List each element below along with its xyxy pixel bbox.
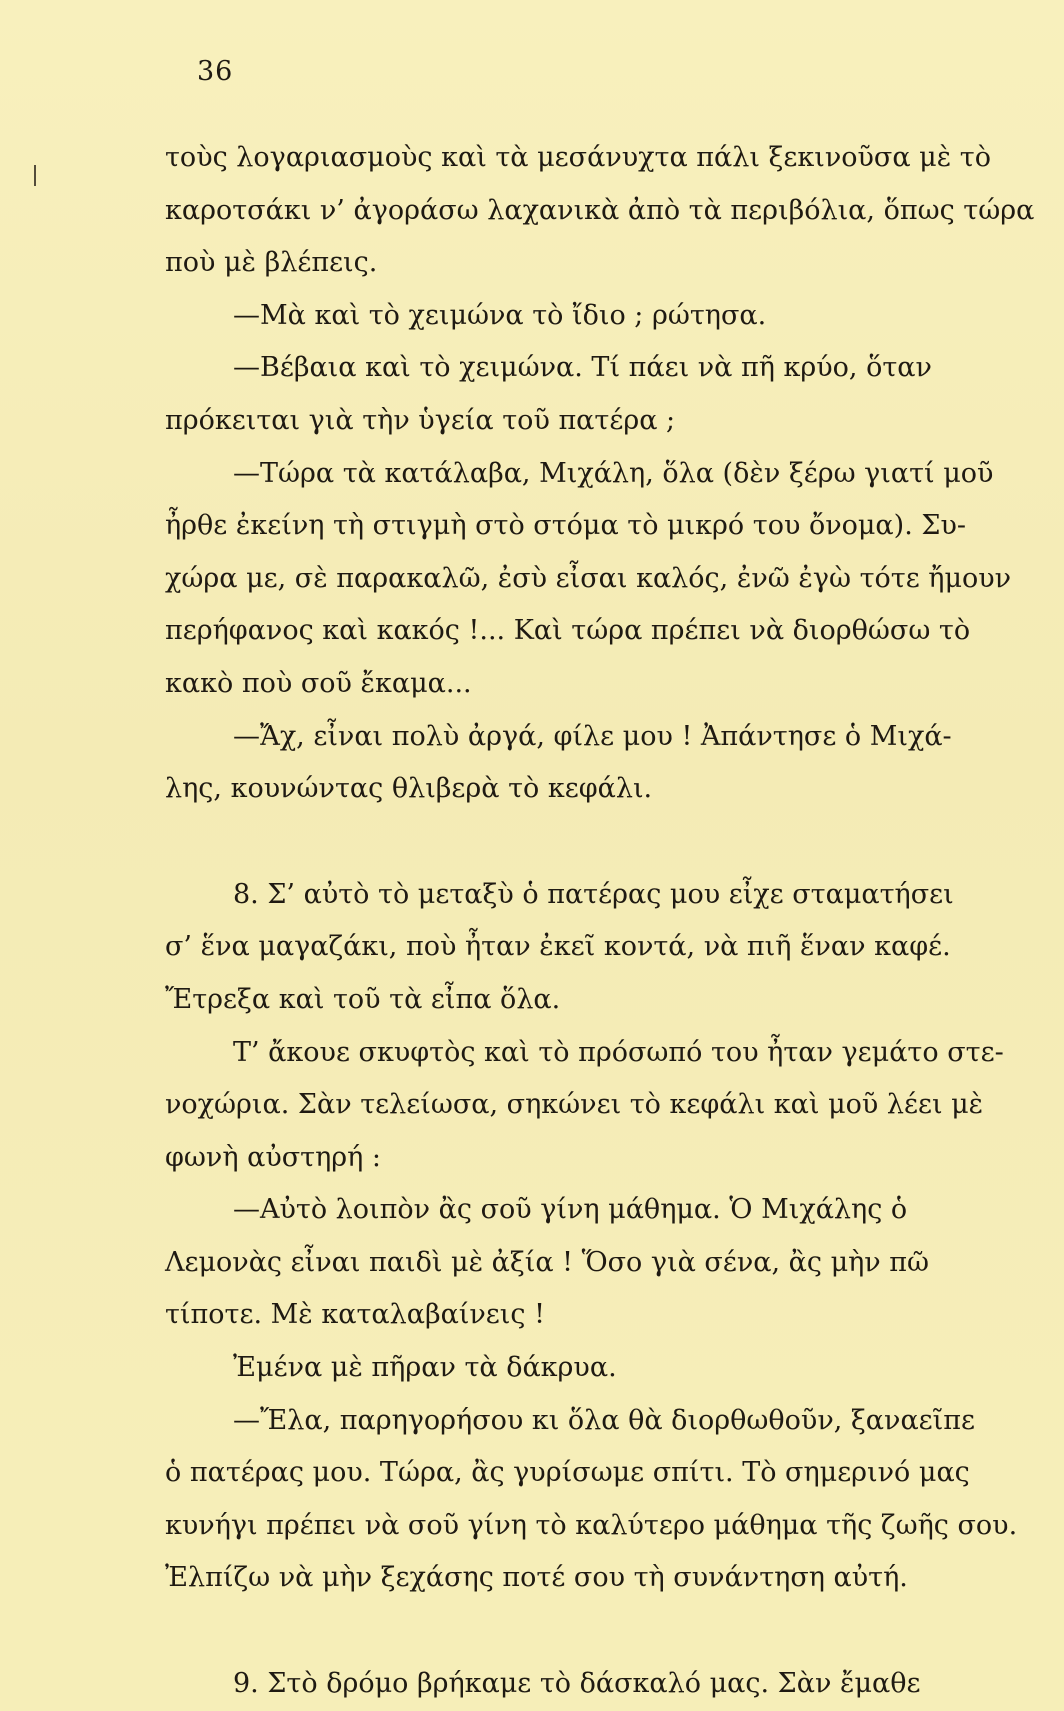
text-line: τοὺς λογαριασμοὺς καὶ τὰ μεσάνυχτα πάλι ξεκινοῦσα μὲ τὸ xyxy=(165,142,991,173)
text-line: Ἐμένα μὲ πῆραν τὰ δάκρυα. xyxy=(233,1352,617,1384)
text-line: χώρα με, σὲ παρακαλῶ, ἐσὺ εἶσαι καλός, ἐνῶ ἐγὼ τότε ἤμουν xyxy=(165,562,1012,594)
text-line: καροτσάκι ν’ ἀγοράσω λαχανικὰ ἀπὸ τὰ περιβόλια, ὅπως τώρα xyxy=(165,194,1035,226)
page-number: 36 xyxy=(197,56,234,87)
text-line: περήφανος καὶ κακός !... Καὶ τώρα πρέπει νὰ διορθώσω τὸ xyxy=(165,615,971,647)
text-line: πρόκειται γιὰ τὴν ὑγεία τοῦ πατέρα ; xyxy=(165,404,676,436)
text-line: Ἔτρεξα καὶ τοῦ τὰ εἶπα ὅλα. xyxy=(165,983,561,1015)
text-line: τίποτε. Μὲ καταλαβαίνεις ! xyxy=(165,1299,545,1331)
text-line: κακὸ ποὺ σοῦ ἔκαμα... xyxy=(165,667,472,699)
paragraph-gap xyxy=(165,816,1030,869)
text-line: —Μὰ καὶ τὸ χειμώνα τὸ ἴδιο ; ρώτησα. xyxy=(233,299,767,331)
text-line: κυνήγι πρέπει νὰ σοῦ γίνη τὸ καλύτερο μάθημα τῆς ζωῆς σου. xyxy=(165,1509,1018,1541)
text-line: —Ἔλα, παρηγορήσου κι ὅλα θὰ διορθωθοῦν, ξαναεῖπε xyxy=(233,1404,975,1436)
text-line: ὁ πατέρας μου. Τώρα, ἂς γυρίσωμε σπίτι. Τὸ σημερινό μας xyxy=(165,1457,970,1489)
text-line: φωνὴ αὐστηρή : xyxy=(165,1141,382,1173)
text-line: —Τώρα τὰ κατάλαβα, Μιχάλη, ὅλα (δὲν ξέρω γιατί μοῦ xyxy=(233,457,994,489)
text-line: Λεμονὰς εἶναι παιδὶ μὲ ἀξία ! Ὅσο γιὰ σένα, ἂς μὴν πῶ xyxy=(165,1246,930,1278)
text-line: 9. Στὸ δρόμο βρήκαμε τὸ δάσκαλό μας. Σὰν ἔμαθε xyxy=(233,1668,921,1700)
text-line: σ’ ἕνα μαγαζάκι, ποὺ ἦταν ἐκεῖ κοντά, νὰ πιῆ ἕναν καφέ. xyxy=(165,931,951,963)
paragraph-gap xyxy=(165,1605,1030,1658)
text-line: νοχώρια. Σὰν τελείωσα, σηκώνει τὸ κεφάλι καὶ μοῦ λέει μὲ xyxy=(165,1089,984,1121)
margin-mark xyxy=(34,165,36,186)
text-line: 8. Σ’ αὐτὸ τὸ μεταξὺ ὁ πατέρας μου εἶχε σταματήσει xyxy=(233,878,954,910)
text-line: Ἐλπίζω νὰ μὴν ξεχάσης ποτέ σου τὴ συνάντηση αὐτή. xyxy=(165,1562,908,1594)
page-text xyxy=(165,132,1035,1711)
text-line: ποὺ μὲ βλέπεις. xyxy=(165,247,378,279)
text-line: —Βέβαια καὶ τὸ χειμώνα. Τί πάει νὰ πῆ κρύο, ὅταν xyxy=(233,352,932,384)
text-line: ἦρθε ἐκείνη τὴ στιγμὴ στὸ στόμα τὸ μικρό του ὄνομα). Συ- xyxy=(165,510,966,542)
text-line: λης, κουνώντας θλιβερὰ τὸ κεφάλι. xyxy=(165,773,653,805)
text-line: Τ’ ἄκουε σκυφτὸς καὶ τὸ πρόσωπό του ἦταν γεμάτο στε- xyxy=(233,1036,1004,1068)
text-line: —Αὐτὸ λοιπὸν ἂς σοῦ γίνη μάθημα. Ὁ Μιχάλης ὁ xyxy=(233,1194,908,1226)
text-line: —Ἄχ, εἶναι πολὺ ἀργά, φίλε μου ! Ἀπάντησε ὁ Μιχά- xyxy=(233,720,952,752)
